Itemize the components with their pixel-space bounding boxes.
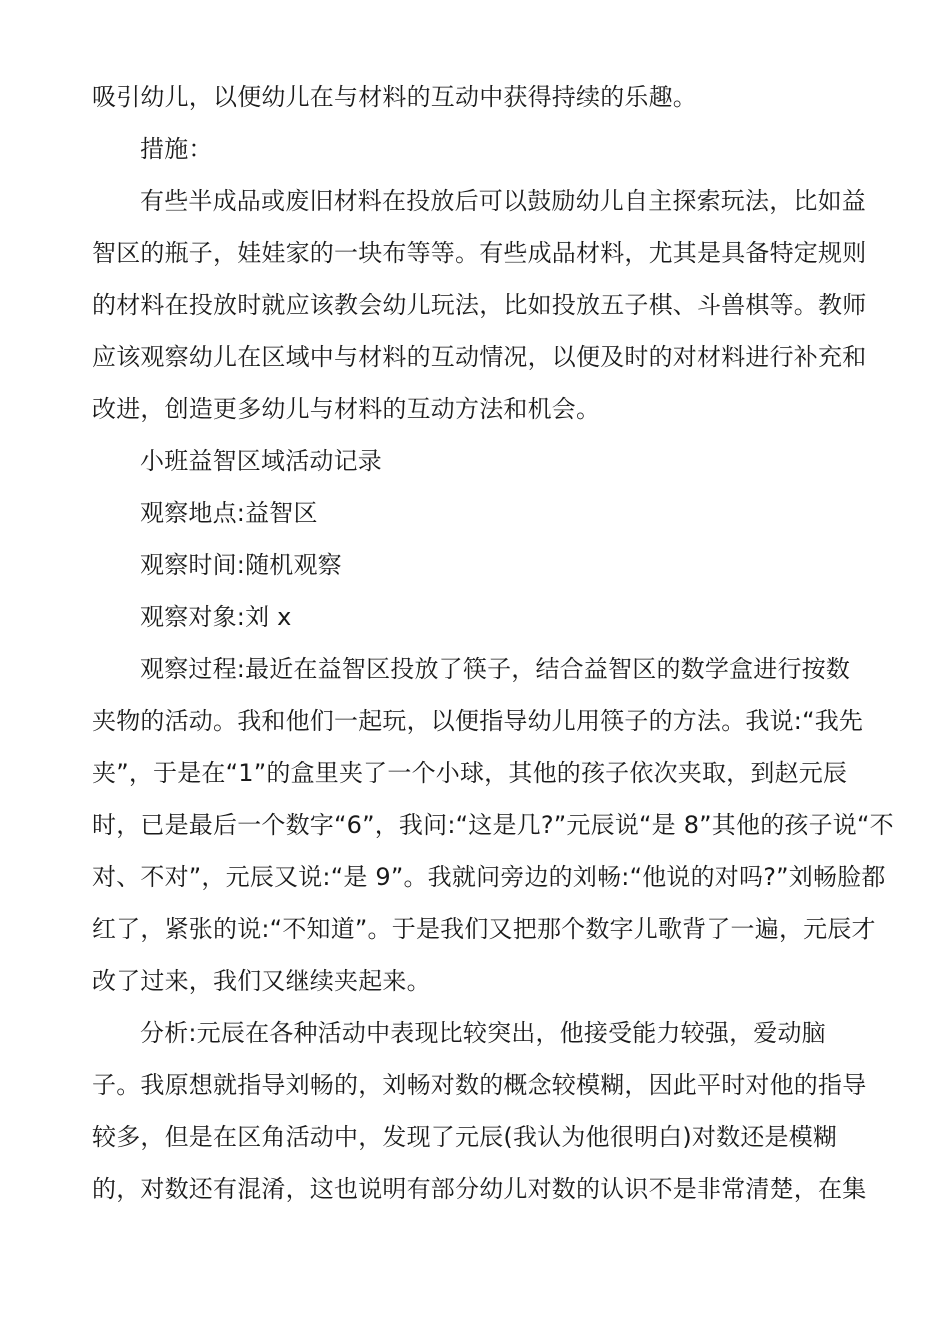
section-heading-measures: 措施： — [140, 135, 213, 163]
text-line: 改了过来，我们又继续夹起来。 — [92, 967, 431, 995]
text-line: 吸引幼儿，以便幼儿在与材料的互动中获得持续的乐趣。 — [92, 83, 697, 111]
text-line: 智区的瓶子，娃娃家的一块布等等。有些成品材料，尤其是具备特定规则 — [92, 239, 867, 267]
text-line: 夹物的活动。我和他们一起玩，以便指导幼儿用筷子的方法。我说:“我先 — [92, 707, 864, 735]
observation-time: 观察时间:随机观察 — [140, 551, 342, 579]
observation-subject: 观察对象:刘 x — [140, 603, 292, 631]
observation-location: 观察地点:益智区 — [140, 499, 318, 527]
record-title: 小班益智区域活动记录 — [140, 447, 382, 475]
text-line: 时，已是最后一个数字“6”，我问:“这是几?”元辰说“是 8”其他的孩子说“不 — [92, 811, 894, 839]
text-line: 观察过程:最近在益智区投放了筷子，结合益智区的数学盒进行按数 — [140, 655, 851, 683]
text-line: 应该观察幼儿在区域中与材料的互动情况，以便及时的对材料进行补充和 — [92, 343, 867, 371]
text-line: 改进，创造更多幼儿与材料的互动方法和机会。 — [92, 395, 601, 423]
text-line: 分析:元辰在各种活动中表现比较突出，他接受能力较强，爱动脑 — [140, 1019, 826, 1047]
text-line: 红了，紧张的说:“不知道”。于是我们又把那个数字儿歌背了一遍，元辰才 — [92, 915, 876, 943]
text-line: 夹”，于是在“1”的盒里夹了一个小球，其他的孩子依次夹取，到赵元辰 — [92, 759, 848, 787]
text-line: 的材料在投放时就应该教会幼儿玩法，比如投放五子棋、斗兽棋等。教师 — [92, 291, 867, 319]
text-line: 对、不对”，元辰又说:“是 9”。我就问旁边的刘畅:“他说的对吗?”刘畅脸都 — [92, 863, 886, 891]
text-line: 较多，但是在区角活动中，发现了元辰(我认为他很明白)对数还是模糊 — [92, 1123, 838, 1151]
text-line: 的，对数还有混淆，这也说明有部分幼儿对数的认识不是非常清楚，在集 — [92, 1175, 867, 1203]
text-line: 子。我原想就指导刘畅的，刘畅对数的概念较模糊，因此平时对他的指导 — [92, 1071, 867, 1099]
text-line: 有些半成品或废旧材料在投放后可以鼓励幼儿自主探索玩法，比如益 — [140, 187, 866, 215]
